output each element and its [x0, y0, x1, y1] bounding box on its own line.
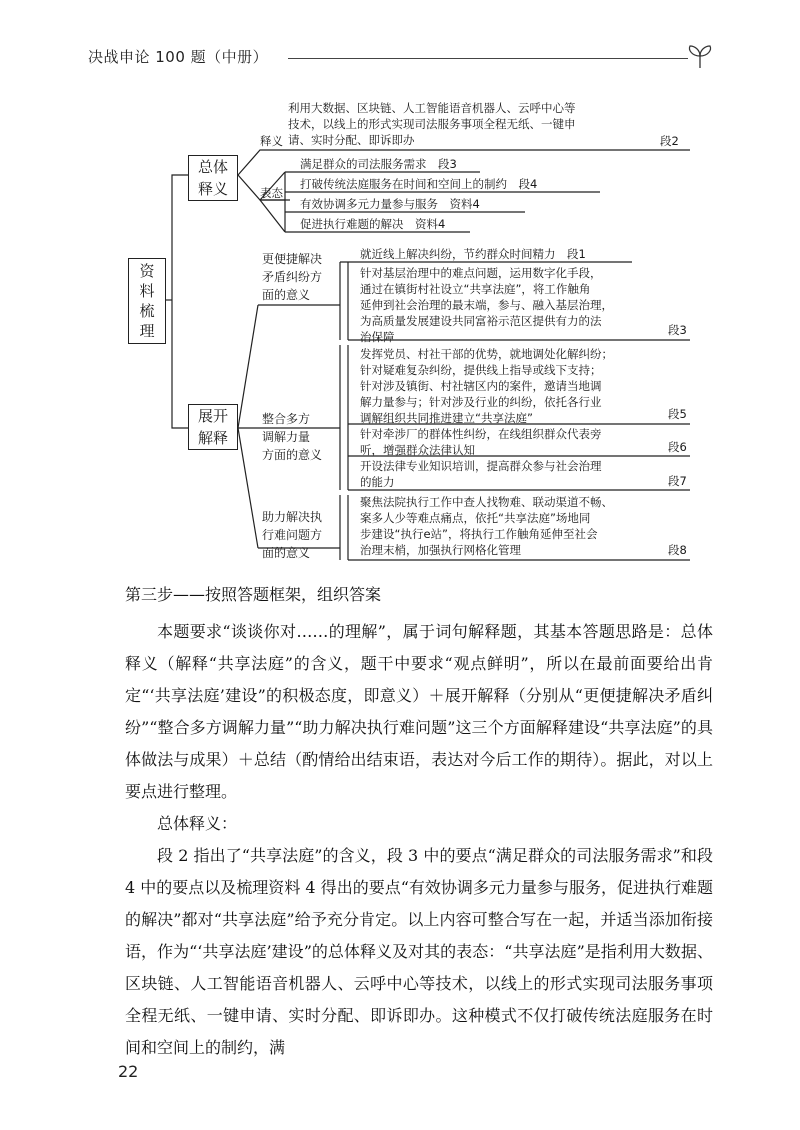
group-label-execution: 助力解决执 行难问题方 面的意义 [262, 510, 323, 560]
definition-label: 释义 [260, 134, 283, 148]
attitude-item: 打破传统法庭服务在时间和空间上的制约 段4 [300, 177, 538, 191]
group-label-convenient: 更便捷解决 矛盾纠纷方 面的意义 [262, 252, 323, 302]
group-item-ref: 段7 [668, 474, 687, 488]
paragraph: 本题要求“谈谈你对……的理解”，属于词句解释题，其基本答题思路是：总体释义（解释“共享法庭”的含义，题干中要求“观点鲜明”，所以在最前面要给出肯定“‘共享法庭’建设”的积极态度，即意义）＋展开解释（分别从“更便捷解决矛盾纠纷”“整合多方调解力量”“助力解决执行难问题”这三个方面解释建设“共享法庭”的具体做法与成果）＋总结（酌情给出结束语，表达对今后工作的期待）。据此，对以上要点进行整理。 [125, 622, 713, 801]
group-item: 针对基层治理中的难点问题，运用数字化手段， 通过在镇街村社设立“共享法庭”，将工作触角 延伸到社会治理的最末端，参与、融入基层治理， 为高质量发展建设共同富裕示范区提供有力的法 治保障 [360, 266, 613, 344]
attitude-item: 有效协调多元力量参与服务 资料4 [300, 197, 480, 211]
group-item: 针对牵涉厂的群体性纠纷，在线组织群众代表旁 听，增强群众法律认知 [360, 427, 602, 457]
book-title: 决战申论 100 题（中册） [88, 48, 269, 66]
group-item-ref: 段6 [668, 440, 687, 454]
attitude-item: 满足群众的司法服务需求 段3 [300, 157, 457, 171]
root-node: 资 料 梳 理 [128, 258, 166, 344]
paragraph: 总体释义： [157, 814, 238, 833]
group-item: 开设法律专业知识培训，提高群众参与社会治理 的能力 [360, 459, 602, 489]
attitude-item: 促进执行难题的解决 资料4 [300, 217, 446, 231]
group-label-mediation: 整合多方 调解力量 方面的意义 [262, 412, 323, 462]
group-item: 发挥党员、村社干部的优势，就地调处化解纠纷； 针对疑难复杂纠纷，提供线上指导或线下支持； 针对涉及镇街、村社辖区内的案件，邀请当地调 解力量参与；针对涉及行业的纠纷，依托各行业 调解组织共同推进建立“共享法庭” [360, 347, 613, 425]
step-title: 第三步——按照答题框架，组织答案 [125, 585, 382, 604]
definition-ref: 段2 [660, 134, 679, 148]
group-item: 就近线上解决纠纷，节约群众时间精力 段1 [360, 247, 586, 261]
group-item-ref: 段5 [668, 407, 687, 421]
page-number: 22 [118, 1062, 139, 1081]
group-item-ref: 段3 [668, 323, 687, 337]
attitude-label: 表态 [260, 186, 283, 200]
group-item: 聚焦法院执行工作中查人找物难、联动渠道不畅、 案多人少等难点痛点，依托“共享法庭”场地同 步建设“执行e站”，将执行工作触角延伸至社会 治理末梢，加强执行网格化管理 [360, 495, 613, 557]
paragraph: 段 2 指出了“共享法庭”的含义，段 3 中的要点“满足群众的司法服务需求”和段 4 中的要点以及梳理资料 4 得出的要点“有效协调多元力量参与服务，促进执行难题的解决”都对“共享法庭”给予充分肯定。以上内容可整合写在一起，并适当添加衔接语，作为“‘共享法庭’建设”的总体释义及对其的表态：“共享法庭”是指利用大数据、区块链、人工智能语音机器人、云呼中心等技术，以线上的形式实现司法服务事项全程无纸、一键申请、实时分配、即诉即办。这种模式不仅打破传统法庭服务在时间和空间上的制约，满 [125, 846, 713, 1057]
branch-expand-node: 展开 解释 [188, 404, 238, 450]
branch-overall-node: 总体 释义 [188, 155, 238, 201]
definition-text: 利用大数据、区块链、人工智能语音机器人、云呼中心等 技术，以线上的形式实现司法服务事项全程无纸、一键申 请、实时分配、即诉即办 [288, 101, 576, 147]
group-item-ref: 段8 [668, 543, 687, 557]
